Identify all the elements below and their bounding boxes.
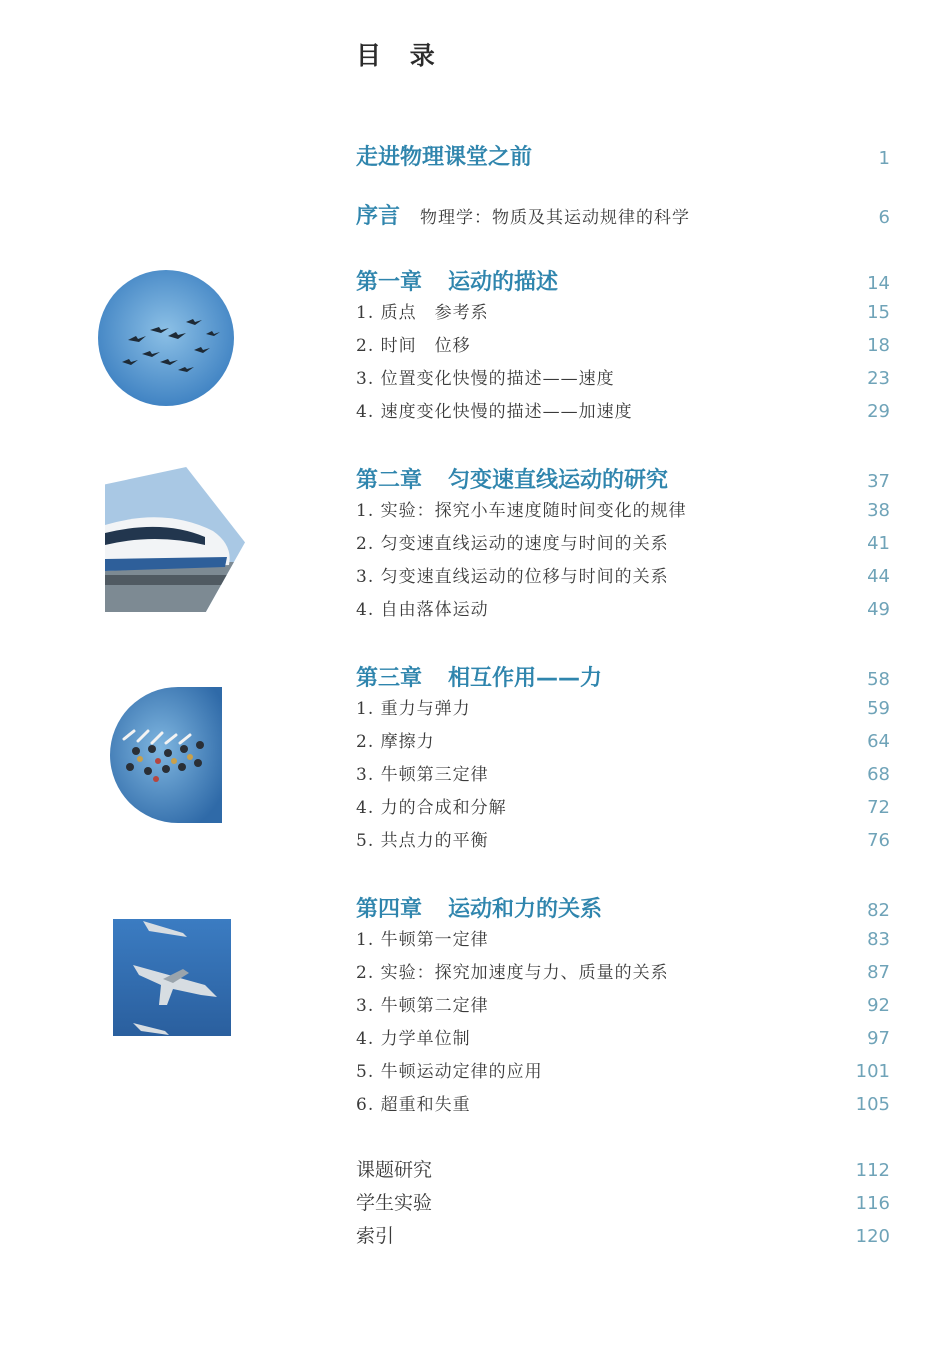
toc-section[interactable] [356,991,890,1016]
birds-flock-image [98,270,234,406]
chapter-title: 匀变速直线运动的研究 [448,468,669,493]
section-label: 6. 超重和失重 [356,1095,471,1115]
page-number: 64 [867,731,890,752]
page-number: 15 [867,302,890,323]
page-number: 68 [867,764,890,785]
section-label: 5. 牛顿运动定律的应用 [356,1062,543,1082]
toc-section[interactable] [356,958,890,983]
toc-chapter-4[interactable] [356,892,890,923]
section-label: 2. 时间 位移 [356,336,471,356]
section-label: 1. 牛顿第一定律 [356,930,489,950]
page-number: 37 [867,471,890,492]
page-number: 92 [867,995,890,1016]
toc-section[interactable] [356,793,890,818]
section-label: 4. 自由落体运动 [356,600,489,620]
page-number: 83 [867,929,890,950]
toc-section[interactable] [356,562,890,587]
section-label: 3. 牛顿第二定律 [356,996,489,1016]
toc-chapter-3[interactable] [356,661,890,692]
toc-entry-index[interactable] [356,1221,890,1248]
skydivers-formation-image [110,687,222,823]
toc-section[interactable] [356,1057,890,1082]
entry-label: 学生实验 [356,1192,433,1214]
chapter-title: 运动的描述 [448,270,559,295]
page-number: 105 [855,1094,890,1115]
section-label: 5. 共点力的平衡 [356,831,489,851]
toc-section[interactable] [356,1024,890,1049]
toc-entry-intro[interactable] [356,140,890,171]
chapter-number: 第二章 [356,468,423,493]
chapter-number: 第三章 [356,666,423,691]
chapter-number: 第四章 [356,897,423,922]
page-number: 101 [855,1061,890,1082]
entry-subtitle: 物理学：物质及其运动规律的科学 [420,208,691,228]
section-label: 2. 匀变速直线运动的速度与时间的关系 [356,534,669,554]
page-number: 38 [867,500,890,521]
toc-section[interactable] [356,727,890,752]
entry-label: 走进物理课堂之前 [356,145,533,170]
page-number: 76 [867,830,890,851]
section-label: 2. 实验：探究加速度与力、质量的关系 [356,963,669,983]
toc-section[interactable] [356,595,890,620]
chapter-number: 第一章 [356,270,423,295]
section-label: 3. 匀变速直线运动的位移与时间的关系 [356,567,669,587]
page-number: 44 [867,566,890,587]
page-number: 72 [867,797,890,818]
maglev-train-image [105,467,245,612]
page-number: 14 [867,273,890,294]
page-number: 87 [867,962,890,983]
toc-section[interactable] [356,331,890,356]
toc-entry-preface[interactable] [356,199,890,230]
section-label: 3. 牛顿第三定律 [356,765,489,785]
section-label: 1. 重力与弹力 [356,699,471,719]
toc-section[interactable] [356,397,890,422]
entry-label: 索引 [356,1225,395,1247]
toc-section[interactable] [356,694,890,719]
toc-chapter-2[interactable] [356,463,890,494]
section-label: 2. 摩擦力 [356,732,435,752]
section-label: 4. 速度变化快慢的描述——加速度 [356,402,633,422]
toc-section[interactable] [356,529,890,554]
chapter-title: 运动和力的关系 [448,897,603,922]
page-number: 1 [878,148,890,169]
section-label: 3. 位置变化快慢的描述——速度 [356,369,615,389]
toc-section[interactable] [356,496,890,521]
toc-section[interactable] [356,298,890,323]
toc-chapter-1[interactable] [356,265,890,296]
toc-section[interactable] [356,925,890,950]
page-number: 49 [867,599,890,620]
page-number: 18 [867,335,890,356]
toc-section[interactable] [356,760,890,785]
toc-section[interactable] [356,826,890,851]
page-number: 116 [855,1193,890,1214]
page-number: 29 [867,401,890,422]
page-number: 120 [855,1226,890,1247]
page-number: 23 [867,368,890,389]
entry-label: 课题研究 [356,1159,433,1181]
page-number: 97 [867,1028,890,1049]
entry-label: 序言 [356,204,401,229]
toc-section[interactable] [356,364,890,389]
section-label: 4. 力的合成和分解 [356,798,507,818]
page-number: 41 [867,533,890,554]
page-title: 目 录 [356,41,445,70]
toc-entry-student-experiments[interactable] [356,1188,890,1215]
chapter-title: 相互作用——力 [448,666,603,691]
page-number: 59 [867,698,890,719]
fighter-jets-image [113,919,231,1036]
section-label: 4. 力学单位制 [356,1029,471,1049]
section-label: 1. 实验：探究小车速度随时间变化的规律 [356,501,687,521]
page-number: 82 [867,900,890,921]
page-number: 58 [867,669,890,690]
page-number: 6 [878,207,890,228]
page-number: 112 [855,1160,890,1181]
toc-entry-project-research[interactable] [356,1155,890,1182]
toc-section[interactable] [356,1090,890,1115]
section-label: 1. 质点 参考系 [356,303,489,323]
